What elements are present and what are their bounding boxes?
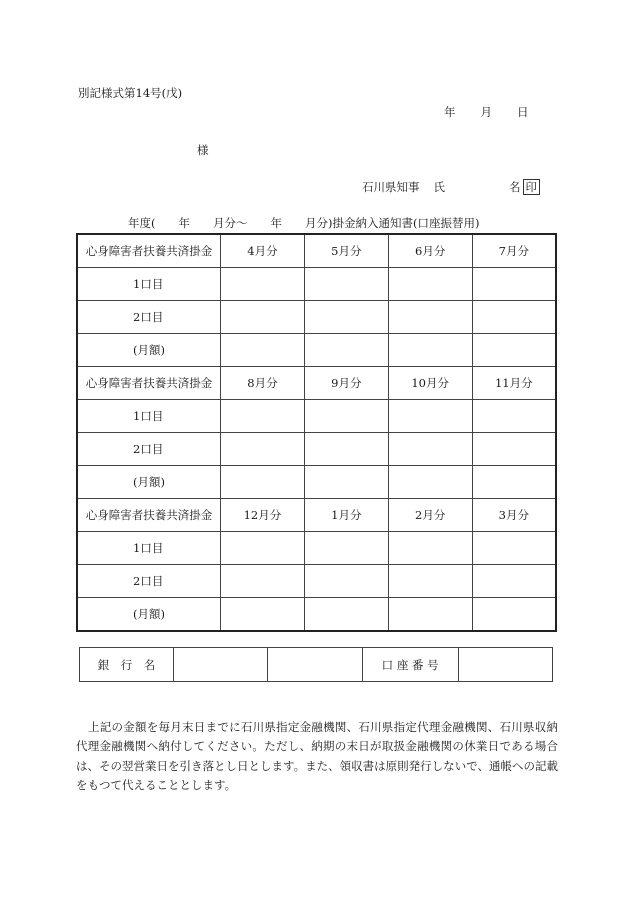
amount-cell[interactable]	[388, 466, 472, 499]
month-header: 12月分	[221, 499, 305, 532]
amount-cell[interactable]	[304, 301, 388, 334]
payment-note: 上記の金額を毎月末日までに石川県指定金融機関、石川県指定代理金融機関、石川県収納代理金融機関へ納付してください。ただし、納期の末日が取扱金融機関の休業日である場合は、その翌営業日を引き落とし日とします。また、領収書は原則発行しないで、通帳への記載をもつて代えることとします。	[76, 720, 558, 792]
amount-cell[interactable]	[472, 334, 556, 367]
table-row	[77, 598, 556, 632]
date-day-label: 日	[517, 105, 529, 119]
date-month-label: 月	[480, 105, 492, 119]
category-label: 心身障害者扶養共済掛金	[77, 367, 221, 400]
table-row	[77, 532, 556, 565]
row-label: 1口目	[77, 400, 221, 433]
amount-cell[interactable]	[221, 433, 305, 466]
row-label: 2口目	[77, 565, 221, 598]
month-header: 11月分	[472, 367, 556, 400]
amount-cell[interactable]	[221, 334, 305, 367]
table-row	[77, 433, 556, 466]
month-header: 5月分	[304, 234, 388, 268]
bank-info-table	[79, 647, 553, 682]
form-number-label: 別記様式第14号(戊)	[78, 86, 183, 100]
amount-cell[interactable]	[304, 598, 388, 632]
amount-cell[interactable]	[304, 565, 388, 598]
issuer-line	[362, 179, 540, 195]
table-row	[77, 268, 556, 301]
table-row	[77, 565, 556, 598]
date-year-label: 年	[444, 105, 456, 119]
table-header-row	[77, 367, 556, 400]
month-header: 3月分	[472, 499, 556, 532]
amount-cell[interactable]	[388, 532, 472, 565]
amount-cell[interactable]	[472, 268, 556, 301]
table-row	[77, 466, 556, 499]
amount-cell[interactable]	[472, 400, 556, 433]
addressee-suffix: 様	[197, 143, 209, 157]
amount-cell[interactable]	[221, 268, 305, 301]
table-row	[77, 400, 556, 433]
month-header: 8月分	[221, 367, 305, 400]
month-header: 7月分	[472, 234, 556, 268]
amount-cell[interactable]	[388, 268, 472, 301]
amount-cell[interactable]	[304, 400, 388, 433]
amount-cell[interactable]	[388, 301, 472, 334]
table-row	[77, 334, 556, 367]
amount-cell[interactable]	[388, 334, 472, 367]
month-header: 10月分	[388, 367, 472, 400]
category-label: 心身障害者扶養共済掛金	[77, 234, 221, 268]
amount-cell[interactable]	[472, 532, 556, 565]
table-row	[77, 301, 556, 334]
account-number-label: 口 座 番 号	[362, 648, 458, 682]
account-number-cell[interactable]	[458, 648, 552, 682]
amount-cell[interactable]	[388, 400, 472, 433]
month-header: 4月分	[221, 234, 305, 268]
month-header: 9月分	[304, 367, 388, 400]
month-header: 1月分	[304, 499, 388, 532]
contribution-table	[76, 233, 557, 632]
month-header: 2月分	[388, 499, 472, 532]
bank-name-cell-1[interactable]	[174, 648, 268, 682]
amount-cell[interactable]	[472, 301, 556, 334]
amount-cell[interactable]	[388, 565, 472, 598]
row-label: (月額)	[77, 466, 221, 499]
row-label: 2口目	[77, 433, 221, 466]
issuer-title: 石川県知事	[362, 180, 420, 194]
row-label: 2口目	[77, 301, 221, 334]
amount-cell[interactable]	[472, 565, 556, 598]
bank-name-label: 銀 行 名	[80, 648, 174, 682]
row-label: 1口目	[77, 532, 221, 565]
amount-cell[interactable]	[221, 598, 305, 632]
issuer-given-label: 名	[509, 180, 521, 194]
month-header: 6月分	[388, 234, 472, 268]
amount-cell[interactable]	[304, 532, 388, 565]
category-label: 心身障害者扶養共済掛金	[77, 499, 221, 532]
amount-cell[interactable]	[221, 466, 305, 499]
row-label: 1口目	[77, 268, 221, 301]
amount-cell[interactable]	[388, 598, 472, 632]
amount-cell[interactable]	[472, 433, 556, 466]
amount-cell[interactable]	[472, 466, 556, 499]
date-line	[444, 104, 529, 120]
amount-cell[interactable]	[304, 334, 388, 367]
row-label: (月額)	[77, 598, 221, 632]
amount-cell[interactable]	[304, 268, 388, 301]
amount-cell[interactable]	[304, 466, 388, 499]
row-label: (月額)	[77, 334, 221, 367]
amount-cell[interactable]	[221, 301, 305, 334]
amount-cell[interactable]	[304, 433, 388, 466]
amount-cell[interactable]	[472, 598, 556, 632]
table-header-row	[77, 499, 556, 532]
document-title: 年度( 年 月分〜 年 月分)掛金納入通知書(口座振替用)	[128, 216, 480, 230]
bank-name-cell-2[interactable]	[268, 648, 362, 682]
table-header-row	[77, 234, 556, 268]
seal-stamp: 印	[523, 179, 541, 195]
amount-cell[interactable]	[221, 565, 305, 598]
amount-cell[interactable]	[221, 400, 305, 433]
amount-cell[interactable]	[221, 532, 305, 565]
amount-cell[interactable]	[388, 433, 472, 466]
issuer-family-label: 氏	[433, 180, 445, 194]
